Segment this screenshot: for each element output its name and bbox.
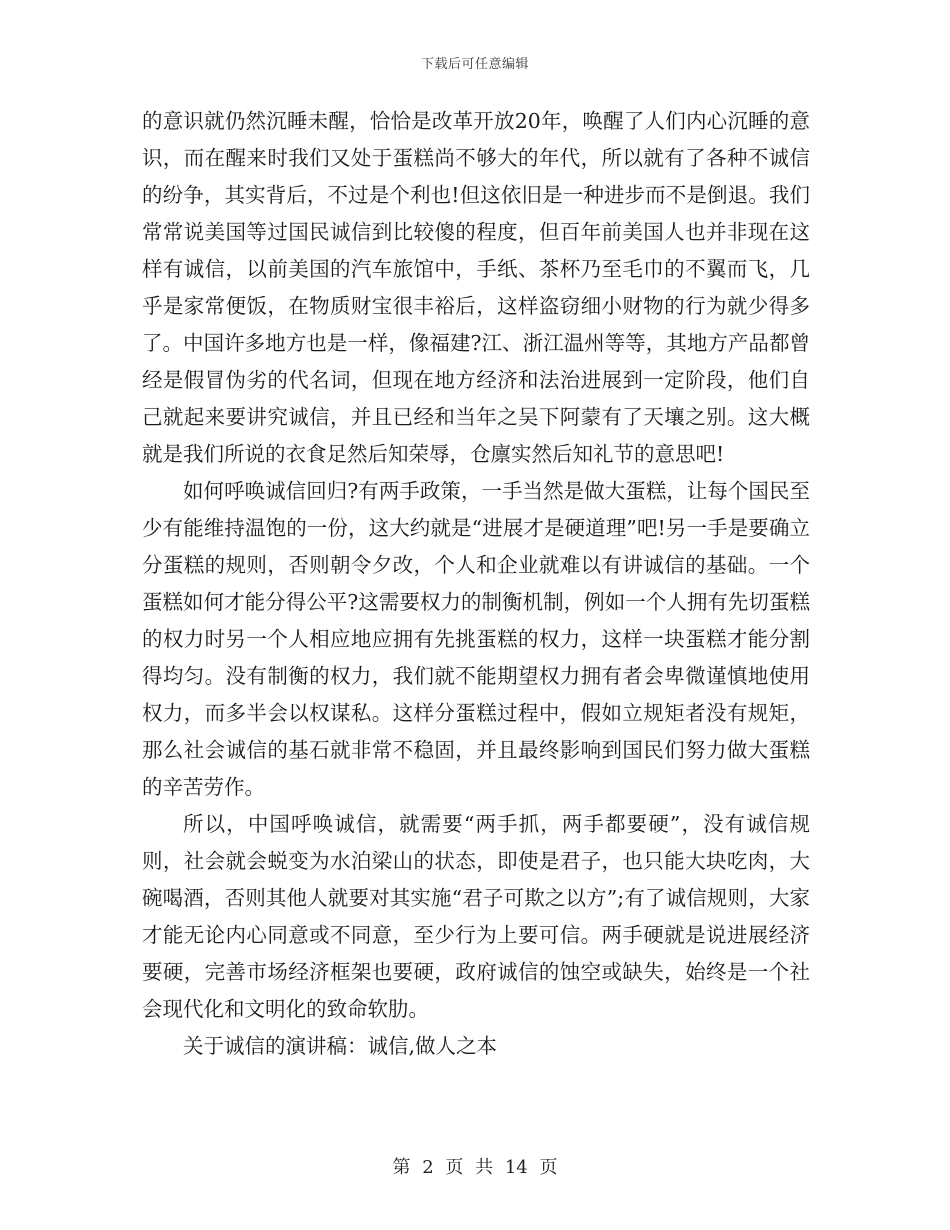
paragraph-continuation: 的意识就仍然沉睡未醒，恰恰是改革开放20年，唤醒了人们内心沉睡的意识，而在醒来时我们又处于蛋糕尚不够大的年代，所以就有了各种不诚信的纷争，其实背后，不过是个利也!但这依旧是一种进步而不是倒退。我们常常说美国等过国民诚信到比较傻的程度，但百年前美国人也并非现在这样有诚信，以前美国的汽车旅馆中，手纸、茶杯乃至毛巾的不翼而飞，几乎是家常便饭，在物质财宝很丰裕后，这样盗窃细小财物的行为就少得多了。中国许多地方也是一样，像福建?江、浙江温州等等，其地方产品都曾经是假冒伪劣的代名词，但现在地方经济和法治进展到一定阶段，他们自己就起来要讲究诚信，并且已经和当年之吴下阿蒙有了天壤之别。这大概就是我们所说的衣食足然后知荣辱，仓廪实然后知礼节的意思吧!	[142, 109, 810, 466]
paragraph: 所以，中国呼唤诚信，就需要“两手抓，两手都要硬”，没有诚信规则，社会就会蜕变为水泊梁山的状态，即使是君子，也只能大块吃肉，大碗喝酒，否则其他人就要对其实施“君子可欺之以方”;有了诚信规则，大家才能无论内心同意或不同意，至少行为上要可信。两手硬就是说进展经济要硬，完善市场经济框架也要硬，政府诚信的蚀空或缺失，始终是一个社会现代化和文明化的致命软肋。	[142, 812, 810, 1021]
section-heading: 关于诚信的演讲稿：诚信,做人之本	[183, 1034, 498, 1058]
document-body	[142, 103, 810, 1065]
page-number: 第 2 页 共 14 页	[392, 1157, 558, 1178]
header-note: 下载后可任意编辑	[420, 57, 529, 72]
paragraph: 如何呼唤诚信回归?有两手政策，一手当然是做大蛋糕，让每个国民至少有能维持温饱的一份，这大约就是“进展才是硬道理”吧!另一手是要确立分蛋糕的规则，否则朝令夕改，个人和企业就难以有讲诚信的基础。一个蛋糕如何才能分得公平?这需要权力的制衡机制，例如一个人拥有先切蛋糕的权力时另一个人相应地应拥有先挑蛋糕的权力，这样一块蛋糕才能分割得均匀。没有制衡的权力，我们就不能期望权力拥有者会卑微谨慎地使用权力，而多半会以权谋私。这样分蛋糕过程中，假如立规矩者没有规矩，那么社会诚信的基石就非常不稳固，并且最终影响到国民们努力做大蛋糕的辛苦劳作。	[142, 479, 810, 799]
